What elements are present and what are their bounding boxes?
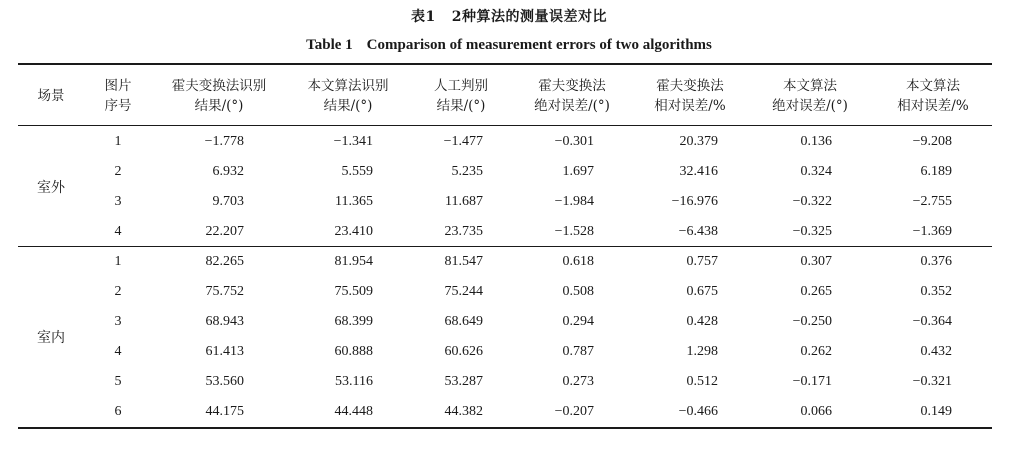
value-cell: −0.325 (792, 224, 832, 239)
scene-label: 室内 (37, 330, 65, 346)
table-title-en: Comparison of measurement errors of two algorithms (366, 37, 712, 53)
value-cell: −16.976 (671, 194, 718, 209)
table-top-rule (18, 63, 992, 65)
value-cell: 0.273 (562, 374, 594, 389)
value-cell: 53.287 (444, 374, 483, 389)
value-cell: −6.438 (678, 224, 718, 239)
value-cell: 75.509 (334, 284, 373, 299)
value-cell: 0.376 (920, 254, 952, 269)
column-header-2 (172, 76, 267, 116)
image-index-cell: 2 (114, 164, 122, 179)
group-divider-rule (18, 246, 992, 247)
value-cell: 61.413 (205, 344, 244, 359)
value-cell: 5.235 (451, 164, 483, 179)
value-cell: −1.369 (912, 224, 952, 239)
value-cell: −1.778 (204, 134, 244, 149)
scene-label: 室外 (37, 180, 65, 196)
column-header-line2: 相对误差/% (897, 98, 969, 114)
value-cell: 68.649 (444, 314, 483, 329)
value-cell: 6.189 (920, 164, 952, 179)
image-index-cell: 4 (114, 224, 122, 239)
value-cell: 0.512 (686, 374, 718, 389)
value-cell: 60.888 (334, 344, 373, 359)
value-cell: 0.352 (920, 284, 952, 299)
value-cell: 0.149 (920, 404, 952, 419)
value-cell: −0.250 (792, 314, 832, 329)
image-index-cell: 5 (114, 374, 122, 389)
column-header-line1: 人工判别 (434, 78, 488, 94)
value-cell: 11.687 (445, 194, 483, 209)
value-cell: −1.984 (554, 194, 594, 209)
column-header-4 (434, 76, 488, 116)
table-bottom-rule (18, 427, 992, 429)
value-cell: 60.626 (444, 344, 483, 359)
value-cell: −0.207 (554, 404, 594, 419)
value-cell: 0.432 (920, 344, 952, 359)
column-header-line2: 结果/(°) (194, 98, 244, 114)
value-cell: −0.364 (912, 314, 952, 329)
value-cell: 44.382 (444, 404, 483, 419)
column-header-5 (534, 76, 610, 116)
value-cell: −1.341 (333, 134, 373, 149)
value-cell: 75.244 (444, 284, 483, 299)
value-cell: 81.954 (334, 254, 373, 269)
column-header-line2: 结果/(°) (436, 98, 486, 114)
value-cell: 23.735 (444, 224, 483, 239)
image-index-cell: 1 (114, 254, 122, 269)
value-cell: 0.294 (562, 314, 594, 329)
value-cell: −0.466 (678, 404, 718, 419)
value-cell: 68.399 (334, 314, 373, 329)
value-cell: 0.618 (562, 254, 594, 269)
value-cell: −2.755 (912, 194, 952, 209)
value-cell: 23.410 (334, 224, 373, 239)
value-cell: 1.697 (562, 164, 594, 179)
column-header-line1: 霍夫变换法 (538, 78, 606, 94)
value-cell: 53.116 (335, 374, 373, 389)
value-cell: 1.298 (686, 344, 718, 359)
value-cell: 81.547 (444, 254, 483, 269)
value-cell: 22.207 (205, 224, 244, 239)
value-cell: 5.559 (341, 164, 373, 179)
column-header-3 (308, 76, 389, 116)
value-cell: 0.757 (686, 254, 718, 269)
value-cell: 0.508 (562, 284, 594, 299)
column-header-0: 场景 (37, 88, 65, 104)
image-index-cell: 4 (114, 344, 122, 359)
column-header-line1: 本文算法 (783, 78, 837, 94)
value-cell: −1.528 (554, 224, 594, 239)
value-cell: 0.262 (800, 344, 832, 359)
value-cell: 68.943 (205, 314, 244, 329)
value-cell: 0.307 (800, 254, 832, 269)
value-cell: 44.175 (205, 404, 244, 419)
value-cell: 11.365 (335, 194, 373, 209)
image-index-cell: 2 (114, 284, 122, 299)
header-bottom-rule (18, 125, 992, 126)
image-index-cell: 1 (114, 134, 122, 149)
column-header-line1: 图片 (104, 78, 132, 94)
column-header-line2: 绝对误差/(°) (772, 98, 848, 114)
image-index-cell: 3 (114, 194, 122, 209)
value-cell: 20.379 (679, 134, 718, 149)
column-header-line2: 绝对误差/(°) (534, 98, 610, 114)
value-cell: −0.171 (792, 374, 832, 389)
value-cell: 0.787 (562, 344, 594, 359)
value-cell: 82.265 (205, 254, 244, 269)
value-cell: −1.477 (443, 134, 483, 149)
value-cell: 53.560 (205, 374, 244, 389)
value-cell: 9.703 (212, 194, 244, 209)
column-header-line1: 本文算法识别 (307, 78, 389, 94)
column-header-7 (772, 76, 848, 116)
table-caption-en (0, 37, 1018, 54)
value-cell: −0.321 (912, 374, 952, 389)
table-number-en: Table 1 (306, 37, 353, 53)
column-header-line2: 相对误差/% (654, 98, 726, 114)
column-header-8 (897, 76, 968, 116)
value-cell: 44.448 (334, 404, 373, 419)
image-index-cell: 3 (114, 314, 122, 329)
value-cell: −9.208 (912, 134, 952, 149)
value-cell: −0.322 (792, 194, 832, 209)
value-cell: 6.932 (212, 164, 244, 179)
value-cell: 0.675 (686, 284, 718, 299)
value-cell: 75.752 (205, 284, 244, 299)
table-title-cn: 2种算法的测量误差对比 (451, 9, 607, 25)
value-cell: 32.416 (679, 164, 718, 179)
column-header-6 (654, 76, 725, 116)
value-cell: 0.066 (800, 404, 832, 419)
value-cell: 0.428 (686, 314, 718, 329)
value-cell: 0.136 (800, 134, 832, 149)
column-header-line1: 霍夫变换法 (656, 78, 724, 94)
column-header-line2: 结果/(°) (323, 98, 373, 114)
table-number-cn: 表1 (411, 9, 436, 25)
value-cell: −0.301 (554, 134, 594, 149)
table-caption-cn (0, 6, 1018, 26)
column-header-1 (105, 76, 132, 116)
column-header-line1: 本文算法 (905, 78, 960, 94)
column-header-line1: 霍夫变换法识别 (171, 78, 267, 94)
value-cell: 0.324 (800, 164, 832, 179)
value-cell: 0.265 (800, 284, 832, 299)
image-index-cell: 6 (114, 404, 122, 419)
column-header-line2: 序号 (104, 98, 132, 114)
